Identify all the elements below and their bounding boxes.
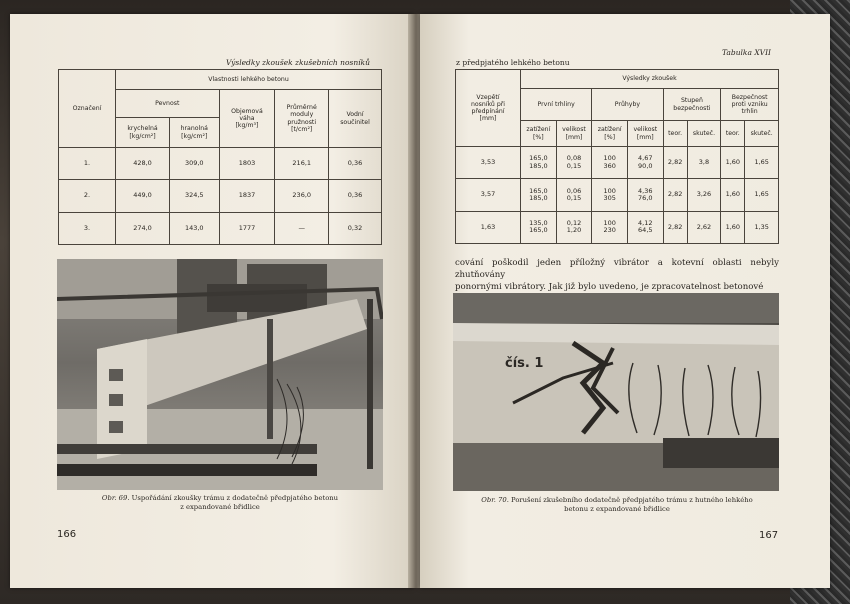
subheader-velikost: velikost [mm] bbox=[628, 121, 664, 147]
subheader-skutec: skuteč. bbox=[687, 121, 721, 147]
header-objemova-vaha: Objemová váha [kg/m³] bbox=[219, 90, 275, 148]
table-number-label: Tabulka XVII bbox=[722, 48, 772, 57]
header-prumerne-moduly: Průměrné moduly pružnosti [t/cm²] bbox=[275, 90, 329, 148]
cracked-beam-illustration bbox=[453, 293, 779, 491]
beam-label: čís. 1 bbox=[505, 356, 544, 371]
table-row: 3,53 165,0 185,0 0,08 0,15 100 360 4,67 90,0 2,82 3,8 1,60 1,65 bbox=[456, 147, 779, 179]
figure-69-caption: Obr. 69. Uspořádání zkoušky trámu z dodatečně předpjatého betonu z expandované břidlice bbox=[101, 494, 339, 512]
header-vodni-soucinitel: Vodní součinitel bbox=[329, 90, 382, 148]
header-pevnost: Pevnost bbox=[116, 90, 220, 118]
subheader-zatizeni: zatížení [%] bbox=[521, 121, 557, 147]
header-hranolna: hranolná [kg/cm²] bbox=[170, 118, 220, 148]
subheader-zatizeni: zatížení [%] bbox=[592, 121, 628, 147]
figure-70-caption: Obr. 70. Porušení zkušebního dodatečně předpjatého trámu z hutného lehkého betonu z expandované břidlice bbox=[481, 496, 753, 514]
figure-69-photo bbox=[57, 259, 383, 490]
left-results-table bbox=[58, 69, 382, 245]
header-krychelna: krychelná [kg/cm²] bbox=[116, 118, 170, 148]
subheader-velikost: velikost [mm] bbox=[556, 121, 592, 147]
header-stupen-bezpecnosti: Stupeň bezpečnosti bbox=[663, 89, 721, 121]
table-row: 3,57 165,0 185,0 0,06 0,15 100 305 4,36 76,0 2,82 3,26 1,60 1,65 bbox=[456, 179, 779, 211]
table-row: 2. 449,0 324,5 1837 236,0 0,36 bbox=[59, 180, 382, 212]
right-page-number: 167 bbox=[759, 530, 779, 541]
body-paragraph: cování poškodil jeden příložný vibrátor a kotevní oblasti nebyly zhutňovány ponornými vibrátory. Jak již bylo uvedeno, je zpracovatelnost betonové bbox=[455, 258, 779, 293]
group-header-vlastnosti: Vlastnosti lehkého betonu bbox=[116, 70, 382, 90]
group-header-vysledky: Výsledky zkoušek bbox=[521, 70, 779, 89]
left-page-number: 166 bbox=[57, 529, 77, 540]
test-rig-illustration bbox=[57, 259, 383, 490]
subheader-skutec: skuteč. bbox=[745, 121, 779, 147]
right-running-head: z předpjatého lehkého betonu bbox=[456, 58, 570, 67]
header-pruhyby: Průhyby bbox=[592, 89, 663, 121]
header-vzepeti: Vzepětí nosníků při předpínání [mm] bbox=[456, 70, 521, 147]
subheader-teor: teor. bbox=[663, 121, 687, 147]
figure-70-photo bbox=[453, 293, 779, 491]
table-row: 1,63 135,0 165,0 0,12 1,20 100 230 4,12 64,5 2,82 2,62 1,60 1,35 bbox=[456, 211, 779, 243]
subheader-teor: teor. bbox=[721, 121, 745, 147]
right-results-table bbox=[455, 69, 779, 244]
table-row: 3. 274,0 143,0 1777 — 0,32 bbox=[59, 212, 382, 244]
header-bezpecnost-trhlin: Bezpečnost proti vzniku trhlin bbox=[721, 89, 779, 121]
left-running-head: Výsledky zkoušek zkušebních nosníků bbox=[226, 58, 370, 67]
table-row: 1. 428,0 309,0 1803 216,1 0,36 bbox=[59, 148, 382, 180]
header-prvni-trhliny: První trhliny bbox=[521, 89, 592, 121]
col-oznaceni: Označení bbox=[59, 70, 116, 148]
